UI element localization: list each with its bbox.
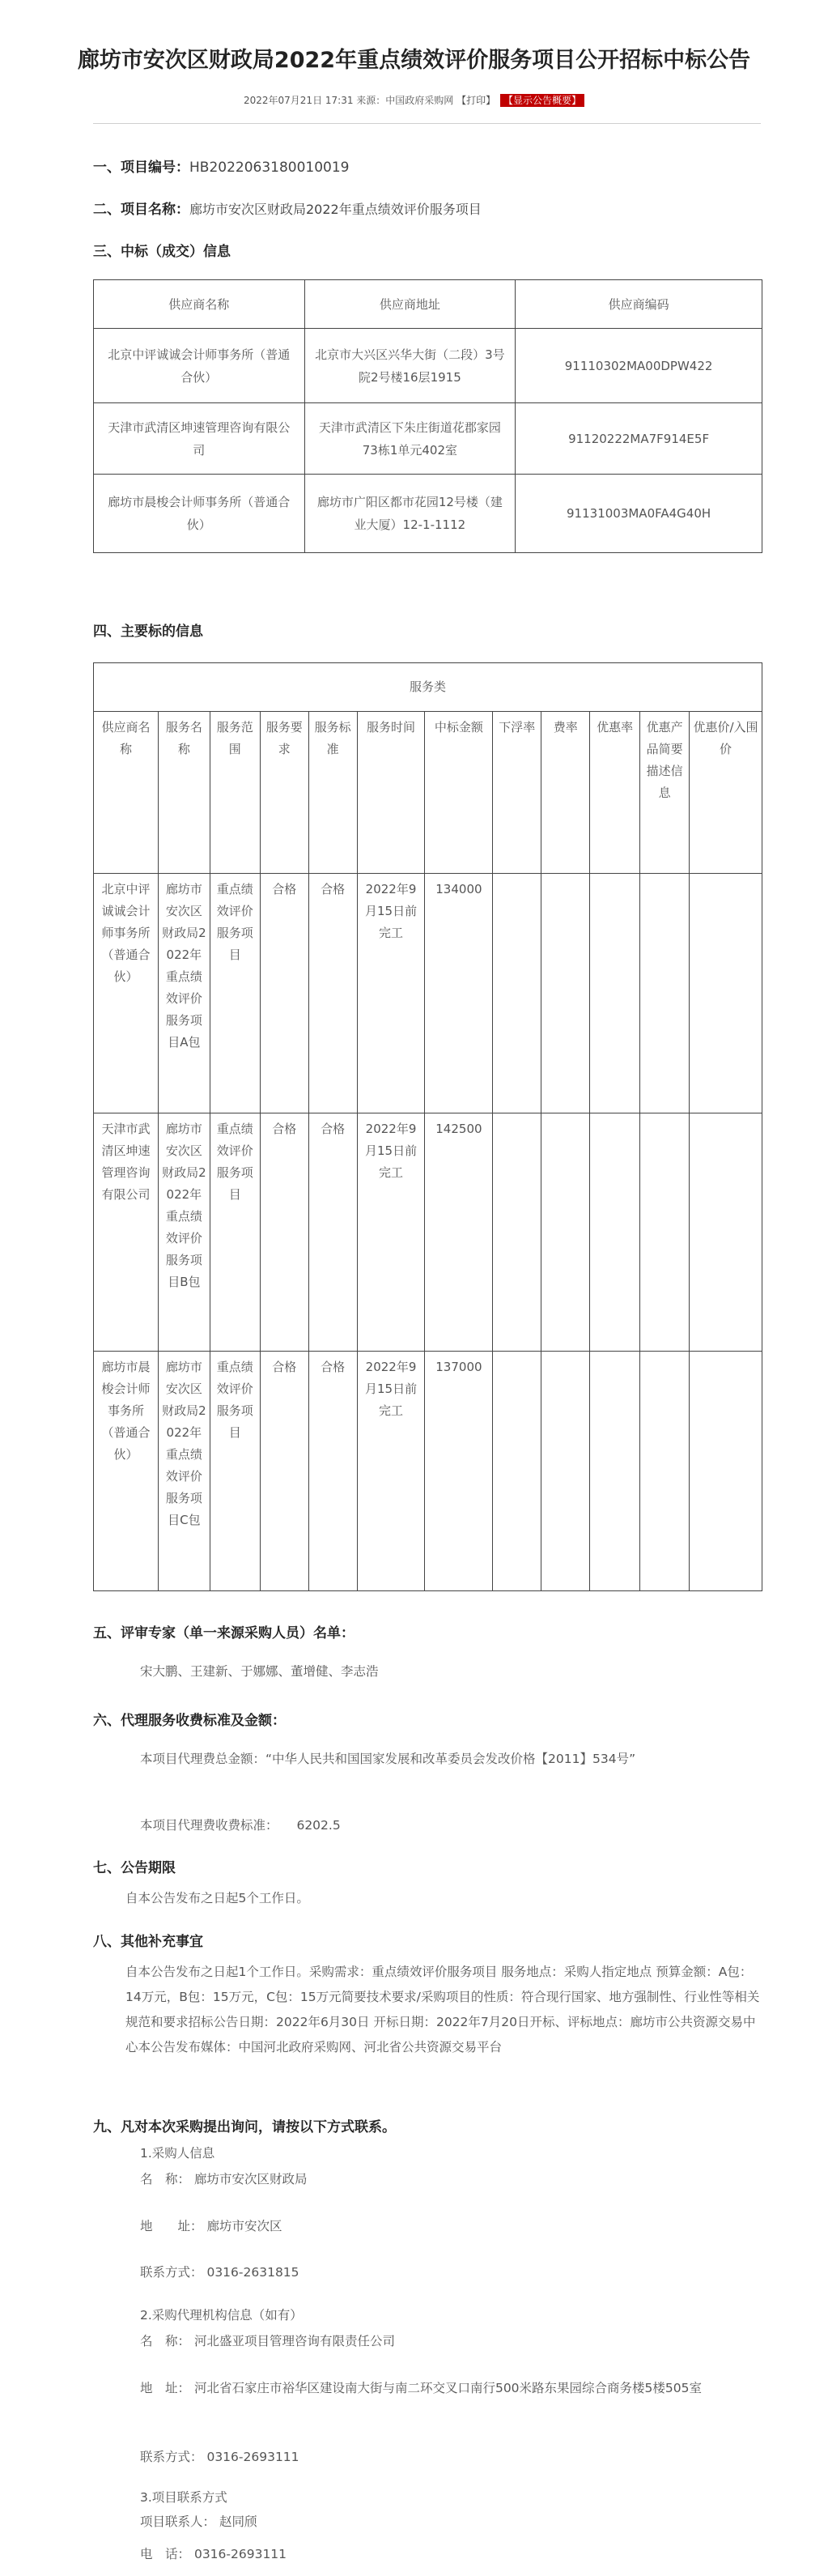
empty-cell — [690, 874, 762, 1113]
requirement-cell: 合格 — [260, 1352, 308, 1591]
purchaser-phone-line — [140, 2261, 299, 2284]
project-name-value: 廊坊市安次区财政局2022年重点绩效评价服务项目 — [189, 202, 482, 217]
supplement-section-label: 八、其他补充事宜 — [93, 1934, 203, 1950]
supplier-cell: 廊坊市晨梭会计师事务所（普通合伙） — [94, 1352, 159, 1591]
contact-section-label: 九、凡对本次采购提出询问，请按以下方式联系。 — [93, 2119, 396, 2135]
winner-section-title — [93, 240, 231, 260]
meta-line — [0, 93, 828, 107]
group-title: 服务类 — [94, 663, 762, 712]
project-number-section — [93, 155, 350, 176]
supplier-code-cell: 91131003MA0FA4G40H — [516, 475, 762, 553]
agency-address-line — [140, 2377, 763, 2400]
time-cell: 2022年9月15日前完工 — [357, 874, 425, 1113]
requirement-cell: 合格 — [260, 874, 308, 1113]
col-header: 供应商名称 — [94, 280, 305, 329]
purchaser-address-label: 地 址： — [140, 2219, 203, 2233]
service-name-cell: 廊坊市安次区财政局2022年重点绩效评价服务项目C包 — [158, 1352, 210, 1591]
items-section-title — [93, 620, 203, 640]
purchaser-address-line — [140, 2215, 282, 2238]
agency-name-label: 名 称： — [140, 2334, 191, 2348]
col-header: 优惠产品简要描述信息 — [640, 712, 690, 874]
agency-address-value: 河北省石家庄市裕华区建设南大街与南二环交叉口南行500米路东果园综合商务楼5楼505室 — [193, 2381, 702, 2395]
col-header: 供应商地址 — [304, 280, 516, 329]
contact-section-title — [93, 2115, 396, 2135]
col-header: 服务范围 — [210, 712, 260, 874]
scope-cell: 重点绩效评价服务项目 — [210, 1113, 260, 1352]
empty-cell — [590, 1352, 640, 1591]
time-cell: 2022年9月15日前完工 — [357, 1352, 425, 1591]
supplement-text: 自本公告发布之日起1个工作日。采购需求：重点绩效评价服务项目 服务地点：采购人指定地点 预算金额：A包：14万元，B包：15万元，C包：15万元简要技术要求/采购项目的性质：符合现行国家、地方强制性、行业性等相关规范和要求招标公告日期：2022年6月30日 开标日期：2022年7月20日开标、评标地点：廊坊市公共资源交易中心本公告发布媒体：中国河北政府采购网、河北省公共资源交易平台 — [125, 1965, 760, 2054]
empty-cell — [493, 1113, 541, 1352]
project-phone-label: 电 话： — [140, 2547, 191, 2561]
empty-cell — [640, 1352, 690, 1591]
purchaser-info-title: 1.采购人信息 — [140, 2146, 215, 2161]
project-name-section — [93, 198, 482, 218]
table-header-row — [94, 280, 762, 329]
empty-cell — [493, 1352, 541, 1591]
amount-cell: 134000 — [425, 874, 493, 1113]
empty-cell — [590, 1113, 640, 1352]
agency-fee-standard-label: 本项目代理费收费标准： — [140, 1818, 278, 1833]
empty-cell — [493, 874, 541, 1113]
supplier-address-cell: 北京市大兴区兴华大街（二段）3号院2号楼16层1915 — [304, 329, 516, 403]
winner-table — [93, 279, 762, 553]
col-header: 供应商编码 — [516, 280, 762, 329]
project-contact-title: 3.项目联系方式 — [140, 2490, 227, 2505]
col-header: 服务标准 — [308, 712, 357, 874]
supplier-name-cell: 廊坊市晨梭会计师事务所（普通合伙） — [94, 475, 305, 553]
experts-section-label: 五、评审专家（单一来源采购人员）名单： — [93, 1625, 355, 1641]
scope-cell: 重点绩效评价服务项目 — [210, 874, 260, 1113]
table-row — [94, 874, 762, 1113]
print-link[interactable]: 【打印】 — [456, 95, 496, 106]
winner-section-label: 三、中标（成交）信息 — [93, 244, 231, 260]
project-name-label: 二、项目名称： — [93, 202, 189, 218]
table-header-row — [94, 712, 762, 874]
empty-cell — [690, 1113, 762, 1352]
agency-fee-section-title — [93, 1709, 286, 1729]
supplier-cell: 北京中评诚诚会计师事务所（普通合伙） — [94, 874, 159, 1113]
time-cell: 2022年9月15日前完工 — [357, 1113, 425, 1352]
standard-cell: 合格 — [308, 1113, 357, 1352]
scope-cell: 重点绩效评价服务项目 — [210, 1352, 260, 1591]
purchaser-address-value: 廊坊市安次区 — [206, 2219, 282, 2233]
agency-fee-total: 本项目代理费总金额：“中华人民共和国国家发展和改革委员会发改价格【2011】534号” — [140, 1752, 636, 1766]
col-header: 服务要求 — [260, 712, 308, 874]
source-label: 来源：中国政府采购网 — [356, 95, 454, 106]
col-header: 服务名称 — [158, 712, 210, 874]
agency-phone-line — [140, 2446, 299, 2469]
notice-period-text: 自本公告发布之日起5个工作日。 — [125, 1891, 309, 1905]
items-section-label: 四、主要标的信息 — [93, 624, 203, 640]
purchaser-phone-value: 0316-2631815 — [206, 2265, 299, 2280]
agency-fee-section-label: 六、代理服务收费标准及金额： — [93, 1713, 286, 1729]
col-header: 优惠价/入围价 — [690, 712, 762, 874]
items-table — [93, 662, 762, 1591]
project-contact-label: 项目联系人： — [140, 2514, 216, 2529]
empty-cell — [541, 874, 590, 1113]
supplier-address-cell: 天津市武清区下朱庄街道花郡家园73栋1单元402室 — [304, 403, 516, 475]
purchaser-name-label: 名 称： — [140, 2172, 191, 2186]
agency-phone-label: 联系方式： — [140, 2450, 203, 2464]
standard-cell: 合格 — [308, 1352, 357, 1591]
col-header: 下浮率 — [493, 712, 541, 874]
supplier-cell: 天津市武清区坤速管理咨询有限公司 — [94, 1113, 159, 1352]
col-header: 费率 — [541, 712, 590, 874]
empty-cell — [640, 1113, 690, 1352]
agency-name-value: 河北盛亚项目管理咨询有限责任公司 — [193, 2334, 395, 2348]
page-title: 廊坊市安次区财政局2022年重点绩效评价服务项目公开招标中标公告 — [77, 48, 751, 73]
purchaser-name-line — [140, 2168, 307, 2191]
col-header: 中标金额 — [425, 712, 493, 874]
project-phone-line — [140, 2543, 287, 2566]
publish-date: 2022年07月21日 17:31 — [243, 95, 354, 106]
empty-cell — [541, 1113, 590, 1352]
notice-period-section-title — [93, 1856, 176, 1876]
supplement-section-title — [93, 1930, 203, 1950]
table-row — [94, 403, 762, 475]
standard-cell: 合格 — [308, 874, 357, 1113]
table-row — [94, 1352, 762, 1591]
supplier-name-cell: 北京中评诚诚会计师事务所（普通合伙） — [94, 329, 305, 403]
supplier-address-cell: 廊坊市广阳区都市花园12号楼（建业大厦）12-1-1112 — [304, 475, 516, 553]
col-header: 优惠率 — [590, 712, 640, 874]
table-row — [94, 1113, 762, 1352]
empty-cell — [541, 1352, 590, 1591]
project-contact-line — [140, 2510, 257, 2534]
empty-cell — [640, 874, 690, 1113]
project-number-label: 一、项目编号： — [93, 160, 189, 176]
group-header-row — [94, 663, 762, 712]
project-phone-value: 0316-2693111 — [193, 2547, 287, 2561]
service-name-cell: 廊坊市安次区财政局2022年重点绩效评价服务项目A包 — [158, 874, 210, 1113]
col-header: 供应商名称 — [94, 712, 159, 874]
agency-fee-standard — [140, 1814, 341, 1837]
purchaser-name-value: 廊坊市安次区财政局 — [193, 2172, 308, 2186]
agency-address-label: 地 址： — [140, 2381, 191, 2395]
title-divider — [93, 123, 761, 124]
supplier-code-cell: 91120222MA7F914E5F — [516, 403, 762, 475]
agency-info-title: 2.采购代理机构信息（如有） — [140, 2308, 303, 2323]
empty-cell — [590, 874, 640, 1113]
amount-cell: 142500 — [425, 1113, 493, 1352]
purchaser-phone-label: 联系方式： — [140, 2265, 203, 2280]
supplier-name-cell: 天津市武清区坤速管理咨询有限公司 — [94, 403, 305, 475]
agency-fee-standard-value: 6202.5 — [296, 1818, 341, 1833]
project-number-value: HB2022063180010019 — [189, 160, 350, 176]
empty-cell — [690, 1352, 762, 1591]
project-contact-value: 赵同颀 — [219, 2514, 257, 2529]
requirement-cell: 合格 — [260, 1113, 308, 1352]
supplier-code-cell: 91110302MA00DPW422 — [516, 329, 762, 403]
table-row — [94, 329, 762, 403]
experts-section-title — [93, 1621, 355, 1641]
agency-name-line — [140, 2330, 395, 2353]
col-header: 服务时间 — [357, 712, 425, 874]
expert-names: 宋大鹏、王建新、于娜娜、董增健、李志浩 — [140, 1664, 379, 1679]
agency-phone-value: 0316-2693111 — [206, 2450, 299, 2464]
amount-cell: 137000 — [425, 1352, 493, 1591]
service-name-cell: 廊坊市安次区财政局2022年重点绩效评价服务项目B包 — [158, 1113, 210, 1352]
notice-period-section-label: 七、公告期限 — [93, 1860, 176, 1876]
show-summary-link[interactable]: 【显示公告概要】 — [500, 94, 584, 107]
table-row — [94, 475, 762, 553]
